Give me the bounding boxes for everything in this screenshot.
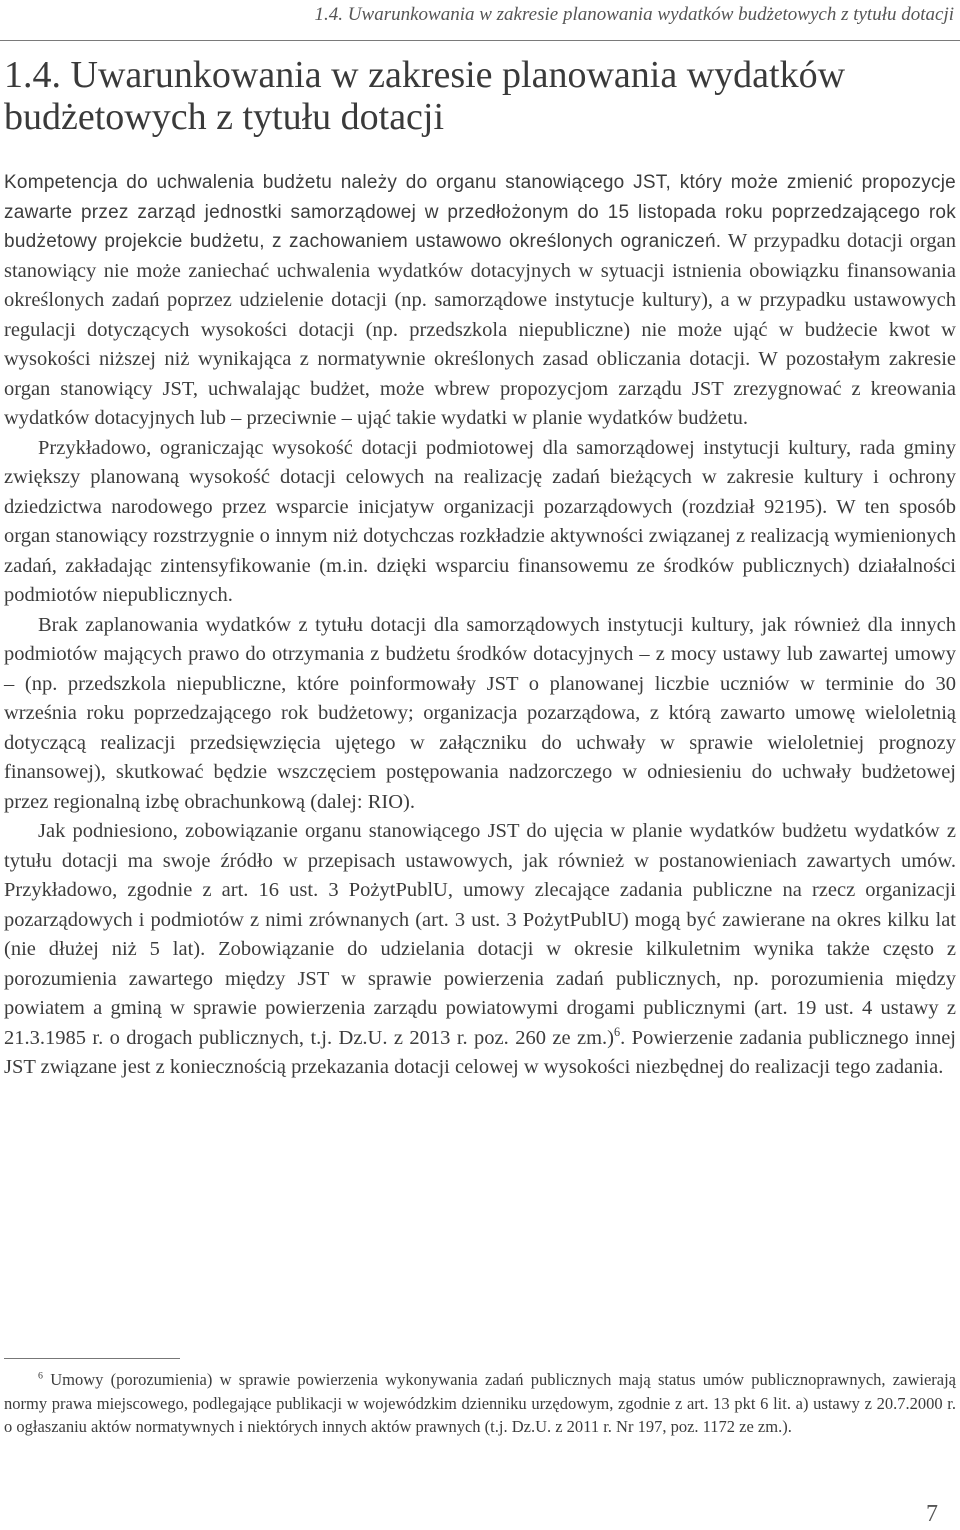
body-text bbox=[4, 168, 956, 1083]
paragraph-2: Przykładowo, ograniczając wysokość dotacji podmiotowej dla samorządowej instytucji kultury, rada gminy zwiększy planowaną wysokość dotacji celowych na realizację zadań bieżących w zakresie kultury i ochrony dziedzictwa narodowego przez wsparcie inicjatyw organizacji pozarządowych (rozdział 92195). W ten sposób organ stanowiący rozstrzygnie o innym niż dotychczas rozkładzie aktywności związanej z realizacją wymienionych zadań, zakładając zintensyfikowanie (m.in. dzięki wsparciu finansowemu ze środków publicznych) działalności podmiotów niepublicznych. bbox=[4, 436, 956, 606]
paragraph-1-rest: W przypadku dotacji organ stanowiący nie może zaniechać uchwalenia wydatków dotacyjnych w sytuacji istnienia obowiązku finansowania określonych zadań poprzez udzielenie dotacji (np. samorządowe instytucje kultury), a w przypadku ustawowych regulacji dotyczących wysokości dotacji (np. przedszkola niepubliczne) nie może ująć w budżecie kwot w wysokości niższej niż wynikająca z normatywnie określonych zasad obliczania dotacji. W pozostałym zakresie organ stanowiący JST, uchwalając budżet, może wbrew propozycjom zarządu JST zrezygnować z kreowania wydatków dotacyjnych lub – przeciwnie – ująć takie wydatki w planie wydatków budżetu. bbox=[4, 230, 956, 429]
paragraph-1 bbox=[4, 168, 956, 434]
footnote-reference[interactable]: 6 bbox=[613, 1024, 621, 1039]
paragraph-4-part-b: . Powierzenie zadania publicznego innej JST związane jest z koniecznością przekazania dotacji celowej w wysokości niezbędnej do realizacji tego zadania. bbox=[4, 1026, 957, 1078]
footnote bbox=[4, 1368, 956, 1439]
footnote-marker: 6 bbox=[38, 1370, 43, 1382]
running-header: 1.4. Uwarunkowania w zakresie planowania wydatków budżetowych z tytułu dotacji bbox=[314, 4, 954, 25]
footnote-rule bbox=[4, 1358, 180, 1359]
footnote-text: Umowy (porozumienia) w sprawie powierzenia wykonywania zadań publicznych mają status umów publicznoprawnych, zawierają normy prawa miejscowego, podlegające publikacji w wojewódzkim dzienniku urzędowym, zgodnie z art. 13 pkt 6 lit. a) ustawy z 20.7.2000 r. o ogłaszaniu aktów normatywnych i niektórych innych aktów prawnych (t.j. Dz.U. z 2011 r. Nr 197, poz. 1172 ze zm.). bbox=[4, 1370, 956, 1436]
paragraph-3: Brak zaplanowania wydatków z tytułu dotacji dla samorządowych instytucji kultury, jak również dla innych podmiotów mających prawo do otrzymania z budżetu środków dotacyjnych – z mocy ustawy lub zawartej umowy – (np. przedszkola niepubliczne, które poinformowały JST o planowanej liczbie uczniów w terminie do 30 września roku poprzedzającego rok budżetowy; organizacja pozarządowa, z którą zawarto umowę wieloletnią dotyczącą realizacji przedsięwzięcia ujętego w załączniku do uchwały w sprawie wieloletniej prognozy finansowej), skutkować będzie wszczęciem postępowania nadzorczego w odniesieniu do uchwały budżetowej przez regionalną izbę obrachunkową (dalej: RIO). bbox=[4, 613, 956, 813]
paragraph-4 bbox=[4, 817, 956, 1083]
section-title: 1.4. Uwarunkowania w zakresie planowania wydatków budżetowych z tytułu dotacji bbox=[4, 54, 846, 138]
paragraph-1-lead: Kompetencja do uchwalenia budżetu należy do organu stanowiącego JST, który może zmienić propozycje zawarte przez zarząd jednostki samorządowej w przedłożonym do 15 listopada roku poprzedzającego rok budżetowy projekcie budżetu, z zachowaniem ustawowo określonych ograniczeń. bbox=[4, 172, 956, 252]
page-number: 7 bbox=[926, 1501, 938, 1527]
header-rule bbox=[0, 40, 960, 41]
paragraph-4-part-a: Jak podniesiono, zobowiązanie organu stanowiącego JST do ujęcia w planie wydatków budżetu wydatków z tytułu dotacji ma swoje źródło w przepisach ustawowych, jak również w postanowieniach zawartych umów. Przykładowo, zgodnie z art. 16 ust. 3 PożytPublU, umowy zlecające zadania publiczne na rzecz organizacji pozarządowych i podmiotów z nimi zrównanych (art. 3 ust. 3 PożytPublU) mogą być zawierane na okres kilku lat (nie dłużej niż 5 lat). Zobowiązanie do udzielania dotacji w okresie kilkuletnim wynika także często z porozumienia zawartego między JST w sprawie powierzenia zadań publicznych, np. porozumienia między powiatem a gminą w sprawie powierzenia zarządu powiatowymi drogami publicznymi (art. 19 ust. 4 ustawy z 21.3.1985 r. o drogach publicznych, t.j. Dz.U. z 2013 r. poz. 260 ze zm.) bbox=[4, 820, 956, 1049]
